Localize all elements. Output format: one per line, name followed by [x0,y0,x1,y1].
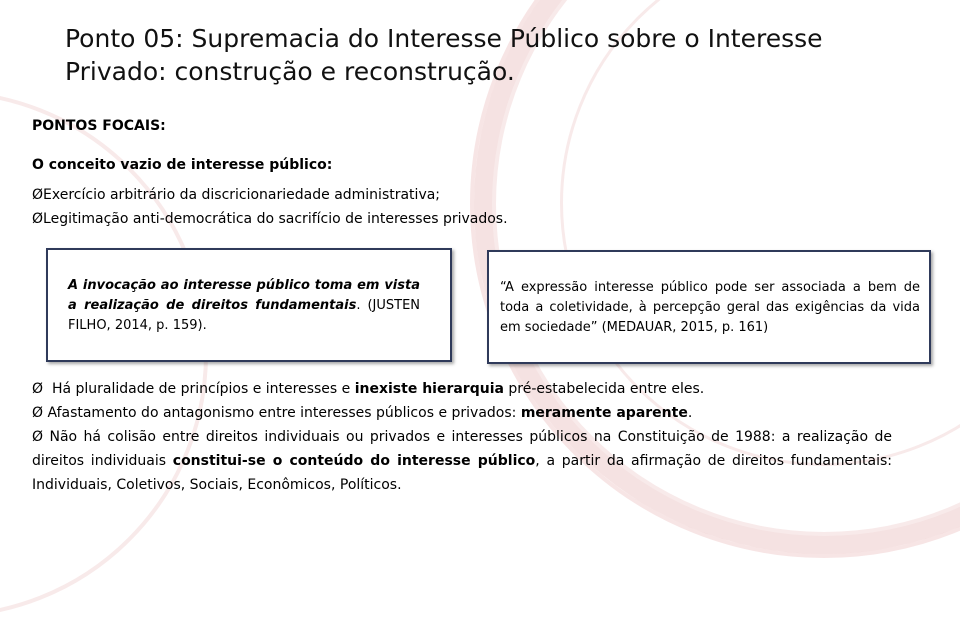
arrow-bullet-icon: Ø [32,429,44,445]
bullet-list [32,183,508,231]
quote-text: “A expressão interesse público pode ser associada a bem de toda a coletividade, à percepção geral das exigências da vida em sociedade” (MEDAUAR, 2015, p. 161) [500,280,920,335]
item-text-end: pré-estabelecida entre eles. [503,381,705,397]
quote-citation: (JUSTEN FILHO, 2014, p. 159). [68,298,421,333]
list-item [32,183,508,207]
item-text: Não há colisão entre direitos individuais ou privados e interesses públicos na Constituição de 1988: a realização de direitos individuais [32,429,893,469]
list-item [32,401,892,425]
list-item [32,207,508,231]
list-item [32,377,892,401]
item-text-end: , a partir da afirmação de direitos fundamentais: Individuais, Coletivos, Sociais, Econômicos, Políticos. [32,453,892,493]
arrow-bullet-icon: Ø [32,187,44,203]
concept-heading: O conceito vazio de interesse público: [32,157,333,173]
item-bold: constitui-se o conteúdo do interesse público [172,453,536,469]
arrow-bullet-icon: Ø [32,211,44,227]
conclusion-list [32,377,892,497]
quote-box-medauar [487,250,931,364]
quote-text [68,276,420,336]
item-text: Afastamento do antagonismo entre interesses públicos e privados: [47,405,521,421]
item-text-end: . [687,405,693,421]
item-text: Há pluralidade de princípios e interesses e [51,381,355,397]
quote-period: . [356,298,361,313]
arrow-bullet-icon: Ø [32,405,44,421]
slide-title-line2: Privado: construção e reconstrução. [65,57,515,86]
quote-box-justen [46,248,452,362]
list-item [32,425,892,497]
item-bold: inexiste hierarquia [354,381,504,397]
slide-title [65,22,915,88]
arrow-bullet-icon: Ø [32,381,44,397]
bullet-text: Legitimação anti-democrática do sacrifício de interesses privados. [43,211,508,227]
slide-title-line1: Ponto 05: Supremacia do Interesse Público sobre o Interesse [65,24,823,53]
quote-emphasis: A invocação ao interesse público toma em vista a realização de direitos fundamentais [68,278,420,313]
item-bold: meramente aparente [520,405,688,421]
focal-points-label: PONTOS FOCAIS: [32,118,166,134]
bullet-text: Exercício arbitrário da discricionariedade administrativa; [43,187,441,203]
